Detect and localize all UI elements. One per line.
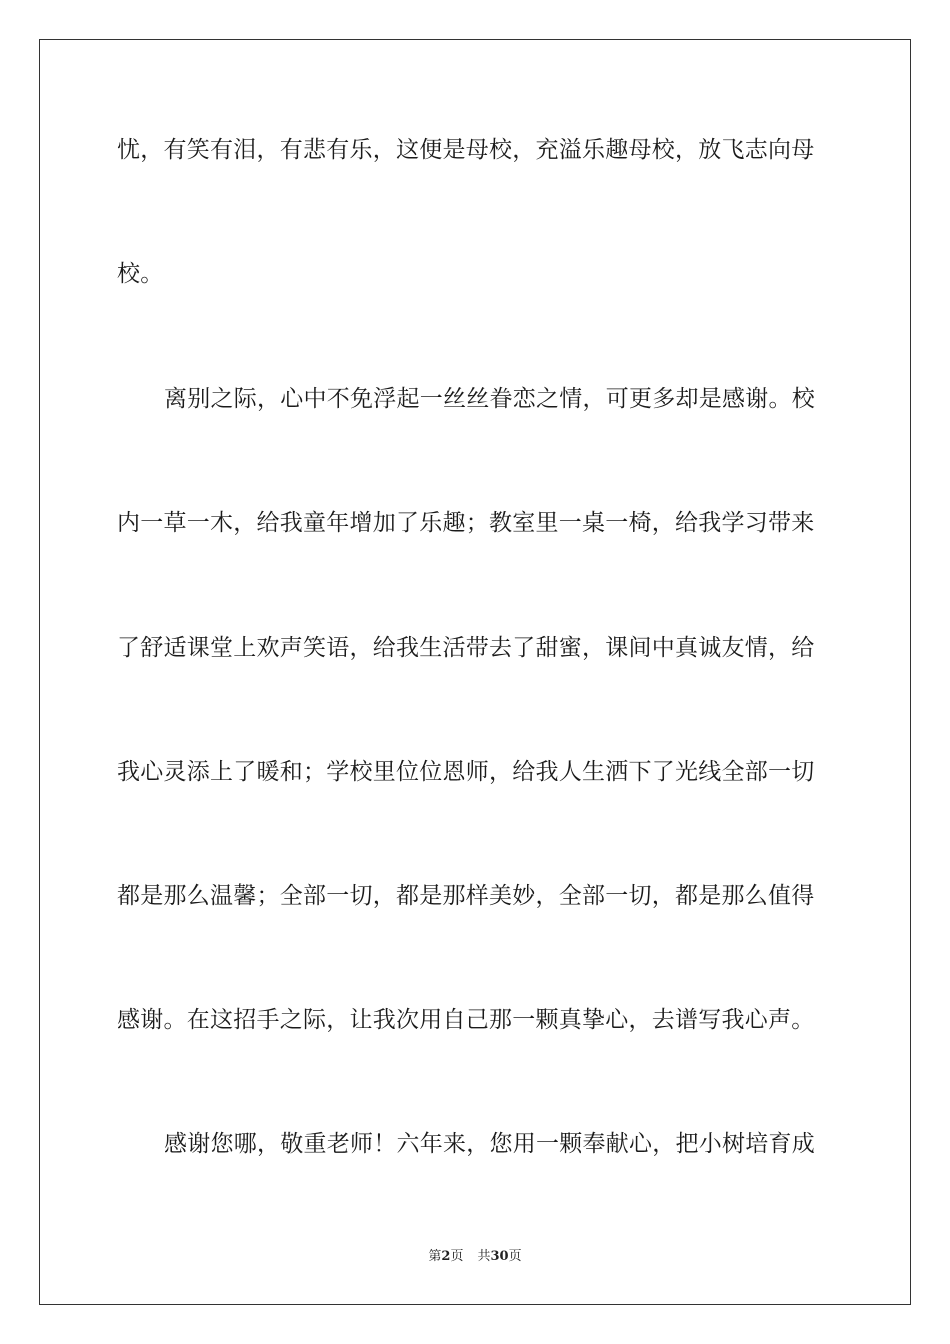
page-prefix: 第 [428, 1249, 442, 1264]
total-prefix: 共 [477, 1249, 491, 1264]
page-footer [0, 1248, 950, 1266]
current-page-number: 2 [441, 1249, 451, 1264]
text-line: 都是那么温馨；全部一切，都是那样美妙，全部一切，都是那么值得 [117, 883, 815, 909]
text-line: 我心灵添上了暖和；学校里位位恩师，给我人生洒下了光线全部一切 [117, 759, 815, 785]
text-line: 忧，有笑有泪，有悲有乐，这便是母校，充溢乐趣母校，放飞志向母 [117, 137, 815, 163]
paragraph-start-line: 离别之际，心中不免浮起一丝丝眷恋之情，可更多却是感谢。校 [164, 386, 815, 412]
text-line: 校。 [117, 261, 164, 287]
text-line: 了舒适课堂上欢声笑语，给我生活带去了甜蜜，课间中真诚友情，给 [117, 635, 815, 661]
total-pages-number: 30 [490, 1249, 509, 1264]
paragraph-start-line: 感谢您哪，敬重老师！六年来，您用一颗奉献心，把小树培育成 [164, 1131, 815, 1157]
text-line: 感谢。在这招手之际，让我次用自己那一颗真挚心，去谱写我心声。 [117, 1007, 815, 1033]
page-border [39, 39, 911, 1305]
page-suffix: 页 [450, 1249, 464, 1264]
text-line: 内一草一木，给我童年增加了乐趣；教室里一桌一椅，给我学习带来 [117, 510, 815, 536]
total-suffix: 页 [508, 1249, 522, 1264]
